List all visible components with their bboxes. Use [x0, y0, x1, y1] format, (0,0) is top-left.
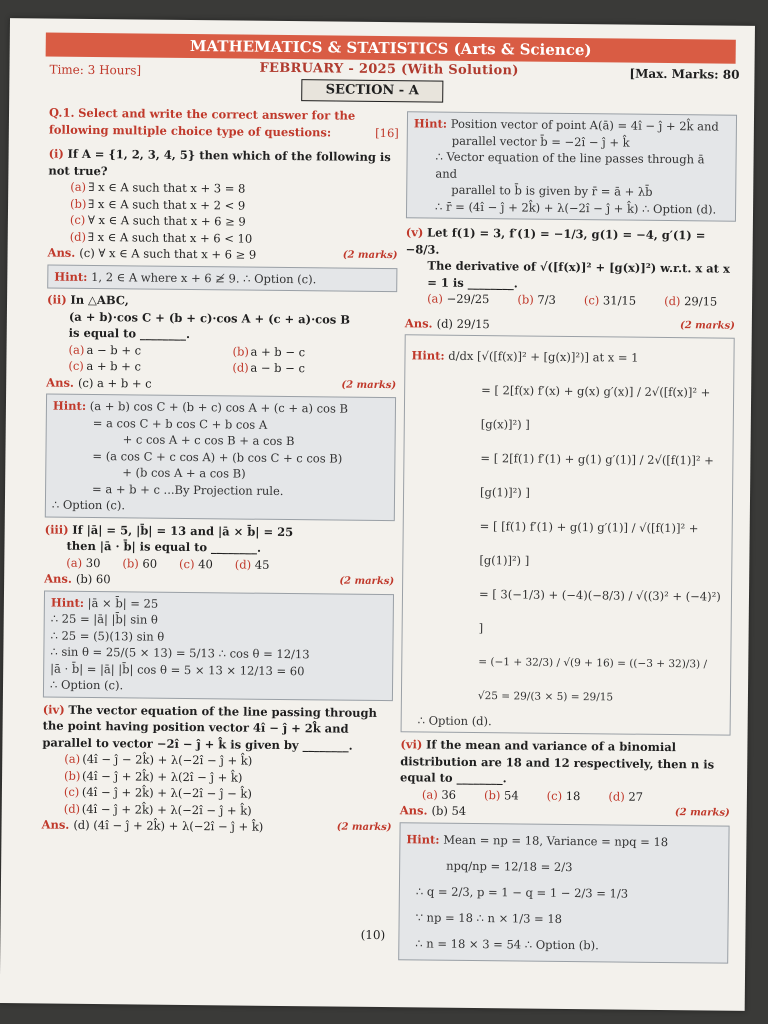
option-letter: (c) [68, 358, 84, 373]
option-text: 31/15 [602, 293, 637, 308]
option-text: 27 [628, 789, 644, 804]
option-text: ∃ x ∈ A such that x + 3 = 8 [88, 179, 246, 196]
max-marks: [Max. Marks: 80 [629, 66, 740, 82]
hint-label: Hint: [50, 595, 85, 610]
qii-number: (ii) [47, 292, 67, 307]
option-text: 18 [565, 788, 581, 803]
option [664, 293, 717, 310]
hint-line: parallel vector b̄ = −2î − ĵ + k̂ [451, 133, 630, 150]
option [517, 291, 556, 308]
answer-label: Ans. [41, 817, 70, 832]
option-text: 29/15 [684, 294, 718, 309]
option-letter: (d) [63, 801, 81, 816]
hint-line: ∴ Vector equation of the line passes through ā and [435, 149, 705, 181]
hint-label: Hint: [406, 831, 440, 847]
hint-line: ∴ r̄ = (4î − ĵ + 2k̂) + λ(−2î − ĵ + k̂) ∴ Option (d). [435, 199, 717, 217]
hint-line: ∴ Option (c). [51, 497, 126, 513]
hint-text: 1, 2 ∈ A where x + 6 ≱ 9. ∴ Option (c). [91, 269, 317, 286]
q1-number: Q.1. [48, 105, 75, 120]
hint-line: ∴ 25 = |ā| |b̄| sin θ [50, 611, 158, 627]
option [68, 341, 232, 359]
question-vi [400, 736, 731, 789]
qv-hint [401, 334, 735, 735]
option [584, 292, 636, 309]
option-letter: (c) [63, 784, 80, 799]
hint-label: Hint: [411, 348, 445, 363]
option [427, 290, 489, 307]
option-letter: (b) [232, 343, 249, 359]
option-text: 30 [85, 555, 101, 570]
option-letter: (d) [69, 229, 87, 244]
option-text: a − b + c [86, 342, 142, 357]
section-title: SECTION - A [301, 79, 443, 102]
hint-line: parallel to b̄ is given by r̄ = ā + λb̄ [451, 182, 653, 199]
marks-label: (2 marks) [336, 821, 392, 834]
marks-label: (2 marks) [339, 575, 395, 588]
option-text: (4î − ĵ + 2k̂) + λ(−2î − ĵ − k̂) [81, 784, 252, 801]
hint-line: Position vector of point A(ā) = 4î − ĵ + 2k̂ and [450, 116, 719, 134]
qiii-answer [44, 570, 394, 590]
hint-line: |ā · b̄| = |ā| |b̄| cos θ = 5 × 13 × 12/13 = 60 [50, 661, 305, 678]
option-letter: (d) [664, 293, 681, 309]
option [232, 343, 396, 361]
option-text: 54 [503, 787, 519, 802]
answer-label: Ans. [399, 803, 428, 818]
qiv-answer [41, 816, 391, 836]
option-letter: (d) [232, 360, 249, 375]
option-letter: (c) [583, 293, 600, 308]
answer-label: Ans. [404, 315, 433, 331]
hint-line: ∴ q = 2/3, p = 1 − q = 1 − 2/3 = 1/3 [415, 883, 629, 901]
qi-hint [47, 264, 397, 292]
hint-label: Hint: [413, 116, 448, 131]
marks-label: (2 marks) [674, 807, 730, 819]
qiii-hint [43, 590, 394, 701]
hint-line: = [ 3(−1/3) + (−4)(−8/3) / √((3)² + (−4)²) ] [478, 587, 721, 636]
qii-expression: (a + b)·cos C + (b + c)·cos A + (c + a)·cos B [68, 309, 351, 327]
qv-options [405, 290, 735, 310]
qii-text: In △ABC, [70, 292, 129, 308]
option-text: ∀ x ∈ A such that x + 6 ≥ 9 [87, 212, 246, 229]
page-number: (10) [360, 927, 386, 943]
option-letter: (c) [179, 556, 195, 571]
answer-label: Ans. [44, 571, 72, 586]
option [232, 359, 396, 377]
q1-text: Select and write the correct answer for the following multiple choice type of questions: [48, 105, 356, 139]
option-text: a + b + c [86, 358, 142, 374]
qii-options [46, 341, 396, 378]
option-text: 45 [254, 557, 270, 572]
qvi-answer [400, 802, 730, 822]
option-text: ∃ x ∈ A such that x + 6 < 10 [87, 229, 253, 246]
qiii-blank: then |ā · b̄| is equal to ________. [66, 538, 262, 555]
question-i [48, 146, 398, 183]
option-letter: (a) [66, 555, 83, 570]
hint-line: ∴ sin θ = 25/(5 × 13) = 5/13 ∴ cos θ = 12/13 [50, 644, 310, 662]
option-letter: (a) [70, 179, 87, 194]
option-letter: (c) [69, 212, 86, 227]
subject-banner: MATHEMATICS & STATISTICS (Arts & Science) [46, 32, 736, 63]
textbook-page [0, 18, 755, 1011]
hint-line: (a + b) cos C + (b + c) cos A + (c + a) cos B [89, 398, 349, 416]
qi-number: (i) [48, 146, 64, 161]
marks-label: (2 marks) [679, 319, 735, 332]
qiv-options [42, 750, 393, 820]
hint-label: Hint: [54, 269, 88, 284]
option-letter: (a) [64, 751, 81, 766]
qi-text: If A = {1, 2, 3, 4, 5} then which of the following is not true? [48, 146, 391, 178]
option-text: −29/25 [446, 291, 490, 307]
marks-label: (2 marks) [342, 249, 398, 262]
option [608, 788, 643, 805]
option-text: 60 [142, 556, 158, 571]
answer-text: (b) 54 [431, 803, 467, 818]
exam-meta [49, 60, 740, 82]
question-iv [42, 701, 392, 754]
option-text: a − b − c [250, 360, 306, 376]
answer-text: (c) a + b + c [77, 375, 152, 391]
option [422, 786, 456, 803]
option-letter: (c) [546, 788, 563, 803]
time-label: Time: 3 Hours] [49, 62, 142, 78]
option-text: 40 [198, 556, 213, 571]
option-letter: (b) [517, 292, 534, 307]
hint-line: |ā × b̄| = 25 [87, 595, 159, 611]
option [122, 555, 157, 572]
qv-given: Let f(1) = 3, f′(1) = −1/3, g(1) = −4, g′(1) = −8/3. [405, 225, 706, 257]
qiv-number: (iv) [42, 701, 65, 717]
hint-line: = [ 2[f(x) f′(x) + g(x) g′(x)] / 2√([f(x)]² + [g(x)]²) ] [480, 383, 711, 432]
hint-line: ∴ n = 18 × 3 = 54 ∴ Option (b). [415, 935, 599, 952]
option-letter: (b) [483, 787, 501, 802]
option-text: a + b − c [250, 344, 306, 359]
hint-line: = a cos C + b cos C + b cos A [92, 415, 268, 432]
qv-number: (v) [405, 225, 424, 240]
hint-line: npq/np = 12/18 = 2/3 [446, 858, 573, 874]
option-letter: (d) [234, 556, 252, 572]
option-letter: (a) [427, 291, 444, 306]
answer-text: (c) ∀ x ∈ A such that x + 6 ≥ 9 [79, 245, 257, 262]
hint-line: + c cos A + c cos B + a cos B [122, 432, 295, 449]
qiii-text: If |ā| = 5, |b̄| = 13 and |ā × b̄| = 25 [72, 522, 294, 539]
option-text: 36 [441, 787, 457, 802]
option-text: (4î − ĵ + 2k̂) + λ(−2î − ĵ + k̂) [81, 801, 252, 818]
hint-line: = (−1 + 32/3) / √(9 + 16) = ((−3 + 32)/3) / √25 = 29/(3 × 5) = 29/15 [477, 656, 708, 704]
answer-label: Ans. [46, 374, 75, 390]
qv-answer [405, 315, 735, 335]
hint-line: ∵ np = 18 ∴ n × 1/3 = 18 [415, 909, 563, 926]
question-iii [44, 521, 394, 558]
option [484, 787, 519, 804]
option-text: (4î − ĵ − 2k̂) + λ(−2î − ĵ + k̂) [82, 751, 253, 768]
hint-line: = [ 2[f(1) f′(1) + g(1) g′(1)] / 2√([f(1)]² + [g(1)]²) ] [480, 451, 714, 500]
hint-line: = [ [f(1) f′(1) + g(1) g′(1)] / √([f(1)]² + [g(1)]²) ] [479, 519, 699, 568]
hint-line: ∴ Option (c). [49, 677, 124, 693]
answer-label: Ans. [47, 245, 76, 260]
right-column [398, 108, 737, 966]
qii-hint [45, 393, 396, 520]
qv-text: The derivative of √([f(x)]² + [g(x)]²) w.r.t. x at x = 1 is ________. [427, 258, 730, 290]
qiv-hint [406, 111, 737, 221]
answer-text: (b) 60 [75, 571, 111, 587]
option [547, 787, 581, 804]
option [66, 554, 100, 571]
qi-answer [47, 245, 397, 265]
qiii-number: (iii) [44, 521, 69, 537]
hint-line: d/dx [√([f(x)]² + [g(x)]²)] at x = 1 [448, 348, 639, 365]
hint-label: Hint: [52, 398, 87, 413]
question-ii [47, 292, 397, 345]
q1-marks: [16] [375, 125, 399, 140]
option-letter: (b) [70, 196, 87, 211]
hint-line: ∴ Option (d). [417, 713, 492, 729]
option-letter: (d) [608, 788, 625, 804]
qvi-text: If the mean and variance of a binomial distribution are 18 and 12 respectively, then n is equal to ________. [400, 737, 715, 786]
option-letter: (b) [64, 768, 81, 783]
option-text: (4î − ĵ + 2k̂) + λ(2î − ĵ + k̂) [82, 768, 243, 785]
hint-line: = (a cos C + c cos A) + (b cos C + c cos B) [92, 448, 343, 466]
marks-label: (2 marks) [341, 379, 397, 391]
exam-month: FEBRUARY - 2025 (With Solution) [259, 60, 519, 79]
option-text: ∃ x ∈ A such that x + 2 < 9 [88, 196, 246, 213]
answer-text: (d) 29/15 [436, 316, 490, 331]
qvi-number: (vi) [400, 737, 423, 752]
option-letter: (a) [421, 786, 438, 802]
hint-line: Mean = np = 18, Variance = npq = 18 [443, 832, 669, 849]
q1-heading [49, 105, 399, 142]
option [179, 555, 213, 572]
question-v [405, 224, 736, 293]
hint-line: = a + b + c ...By Projection rule. [92, 481, 284, 498]
option [235, 556, 270, 573]
answer-text: (d) (4î − ĵ + 2k̂) + λ(−2î − ĵ + k̂) [73, 817, 264, 834]
left-column [41, 105, 399, 837]
option-letter: (b) [122, 555, 139, 570]
qiv-text: The vector equation of the line passing through the point having position vector 4î − ĵ + 2k̂ and parallel to vector −2î − ĵ + k̂ is given by ________. [42, 702, 378, 753]
qii-blank: is equal to ________. [68, 325, 191, 342]
hint-line: ∴ 25 = (5)(13) sin θ [50, 628, 165, 644]
option [68, 358, 232, 376]
option-text: 7/3 [537, 292, 556, 307]
option-letter: (a) [68, 342, 85, 357]
qi-options [48, 179, 399, 249]
hint-line: + (b cos A + a cos B) [122, 465, 246, 481]
